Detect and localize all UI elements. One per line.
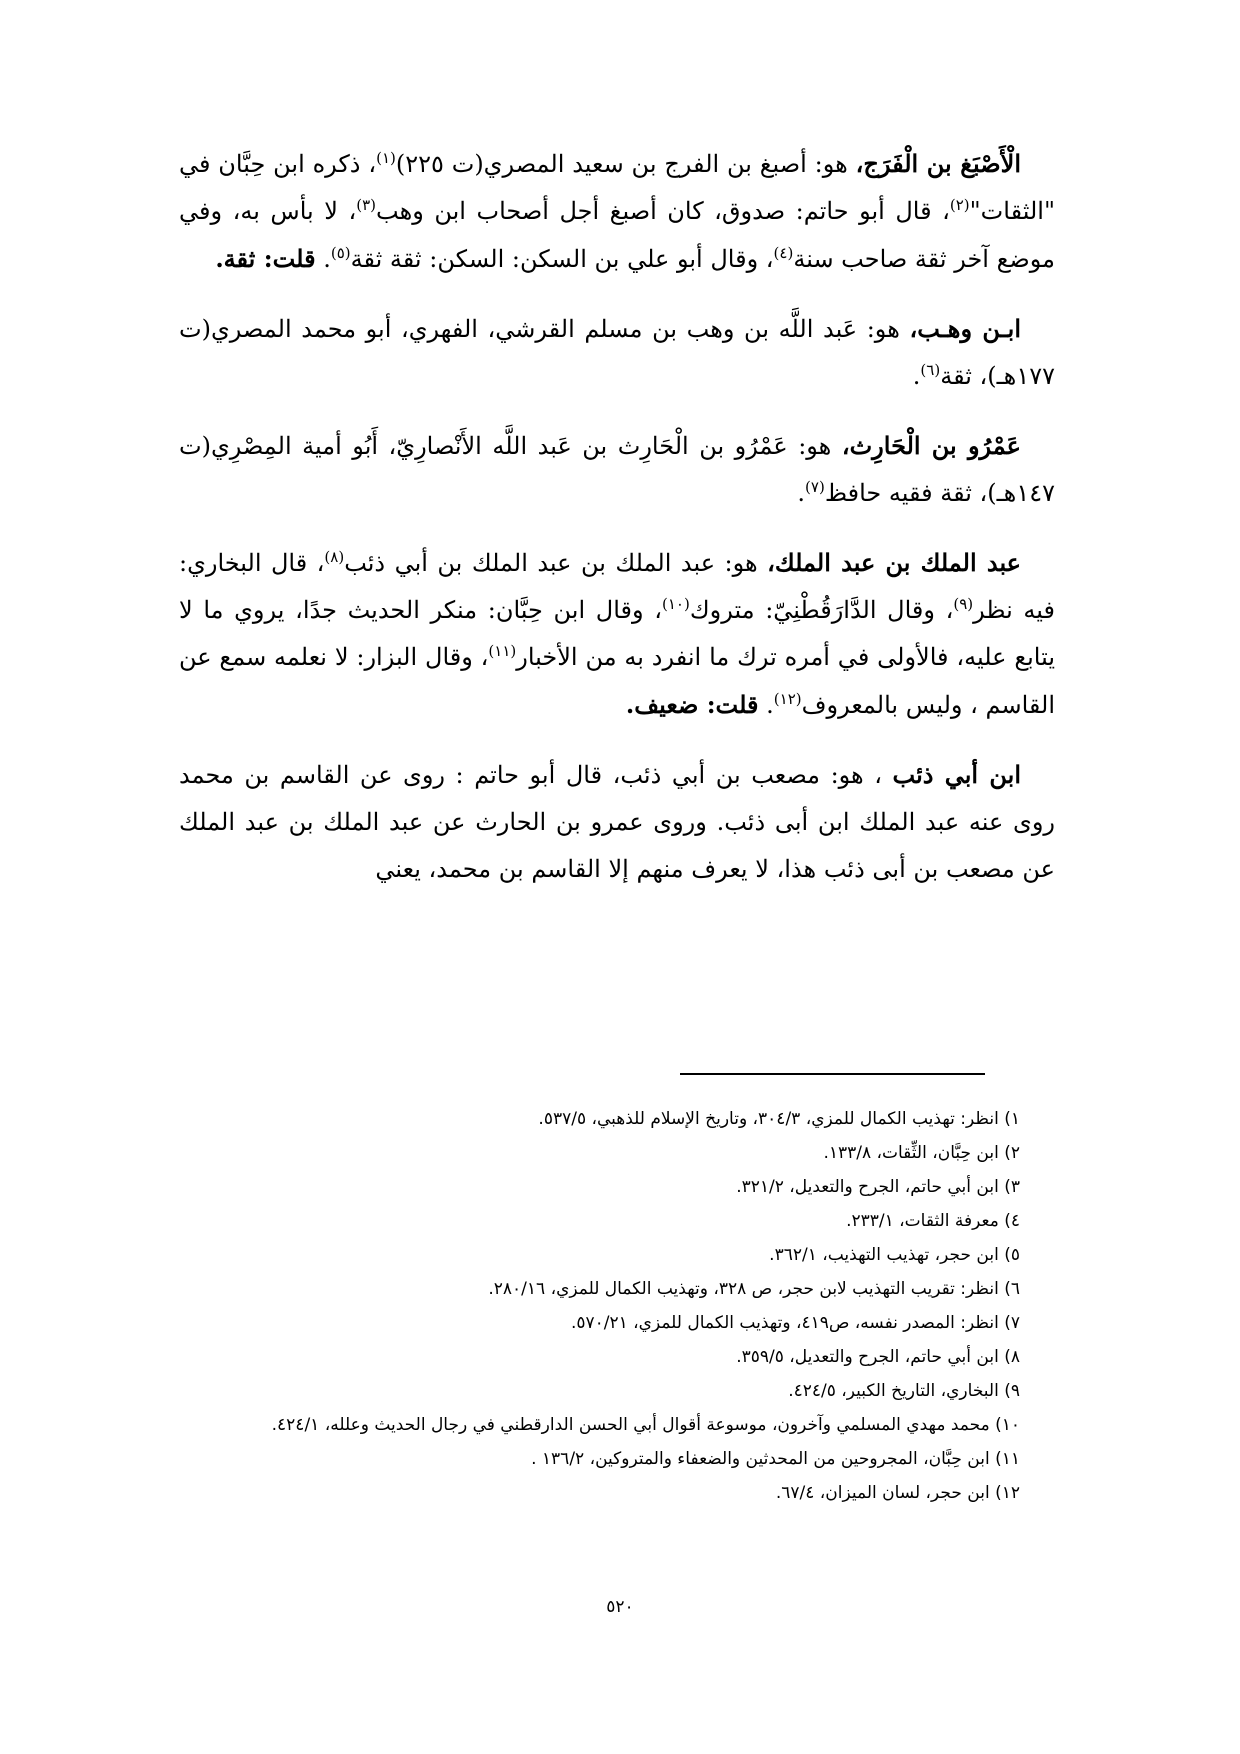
footnote-item: ١) انظر: تهذيب الكمال للمزي، ٣٠٤/٣، وتاريخ الإسلام للذهبي، ٥٣٧/٥.	[538, 1109, 1020, 1129]
biography-paragraph	[179, 539, 1055, 729]
footnote-ref[interactable]: (١٠)	[662, 595, 690, 613]
narrator-name: ابـن وهـب،	[909, 314, 1022, 343]
footnote-item: ١١) ابن حِبَّان، المجروحين من المحدثين والضعفاء والمتروكين، ١٣٦/٢ .	[531, 1449, 1020, 1469]
footnote-item: ٤) معرفة الثقات، ٢٣٣/١.	[846, 1211, 1020, 1231]
paragraph-text: ، ذكره ابن حِبَّان في "الثقات"	[179, 150, 1055, 225]
footnote-item: ٩) البخاري، التاريخ الكبير، ٤٢٤/٥.	[788, 1381, 1020, 1401]
paragraph-text: ، قال البخاري: فيه نظر	[179, 549, 1055, 624]
narrator-name: عَمْرُو بن الْحَارِث،	[841, 431, 1021, 460]
paragraph-text: ، وقال ابن حِبَّان: منكر الحديث جدًا، يروي ما لا يتابع عليه، فالأولى في أمره ترك ما انفرد به من الأخبار	[179, 596, 1056, 671]
footnote-ref[interactable]: (٧)	[805, 478, 825, 496]
footnote-ref[interactable]: (٨)	[324, 548, 345, 566]
paragraph-text: هو: عَبد اللَّه بن وهب بن مسلم القرشي، الفهري، أبو محمد المصري(ت ١٧٧هـ)، ثقة	[179, 315, 1055, 390]
footnote-ref[interactable]: (٥)	[330, 244, 351, 262]
narrator-name: الْأَصْبَغ بن الْفَرَج،	[855, 149, 1022, 178]
narrator-name: عبد الملك بن عبد الملك،	[767, 548, 1022, 577]
paragraph-text: ، لا بأس به، وفي موضع آخر ثقة صاحب سنة	[179, 197, 1055, 273]
main-text	[179, 140, 1055, 893]
footnote-item: ٦) انظر: تقريب التهذيب لابن حجر، ص ٣٢٨، وتهذيب الكمال للمزي، ٢٨٠/١٦.	[488, 1279, 1020, 1299]
footnote-ref[interactable]: (٤)	[773, 244, 794, 262]
footnote-ref[interactable]: (٦)	[920, 361, 941, 379]
paragraph-text: ، قال أبو حاتم: صدوق، كان أصبغ أجل أصحاب ابن وهب	[376, 197, 950, 225]
footnote-ref[interactable]: (١٢)	[773, 690, 802, 708]
narrator-name: ابن أبي ذئب	[892, 760, 1021, 789]
paragraph-text: هو: أصبغ بن الفرج بن سعيد المصري(ت ٢٢٥)	[395, 150, 856, 178]
paragraph-text: ، وقال الدَّارَقُطْنِيّ: متروك	[689, 596, 954, 624]
footnote-item: ٣) ابن أبي حاتم، الجرح والتعديل، ٣٢١/٢.	[736, 1177, 1020, 1197]
paragraph-text: .	[912, 362, 921, 390]
footnote-item: ١٢) ابن حجر، لسان الميزان، ٦٧/٤.	[775, 1483, 1020, 1503]
footnote-separator	[680, 1073, 985, 1075]
biography-paragraph	[179, 751, 1055, 893]
paragraph-text: .	[797, 479, 806, 507]
paragraph-text: هو: عبد الملك بن عبد الملك بن أبي ذئب	[344, 549, 768, 577]
paragraph-text: ، هو: مصعب بن أبي ذئب، قال أبو حاتم : روى عن القاسم بن محمد روى عنه عبد الملك ابن أبى ذئب. وروى عمرو بن الحارث عن عبد الملك بن عبد الملك عن مصعب بن أبى ذئب هذا، لا يعرف منهم إلا القاسم بن محمد، يعني	[179, 761, 1055, 883]
verdict-label: قلت:	[263, 244, 316, 273]
page-number: ٥٢٠	[606, 1597, 634, 1617]
biography-paragraph	[179, 140, 1055, 283]
biography-paragraph	[179, 305, 1055, 400]
footnote-item: ٨) ابن أبي حاتم، الجرح والتعديل، ٣٥٩/٥.	[736, 1347, 1020, 1367]
paragraph-text: هو: عَمْرُو بن الْحَارِث بن عَبد اللَّه الأَنْصارِيّ، أَبُو أمية المِصْرِي(ت ١٤٧هـ)، ثقة فقيه حافظ	[179, 432, 1055, 507]
paragraph-text: .	[758, 691, 774, 719]
footnote-item: ٢) ابن حِبَّان، الثِّقات، ١٣٣/٨.	[823, 1143, 1020, 1163]
verdict: ضعيف.	[625, 690, 707, 719]
footnote-item: ٧) انظر: المصدر نفسه، ص٤١٩، وتهذيب الكمال للمزي، ٥٧٠/٢١.	[570, 1313, 1020, 1333]
footnote-ref[interactable]: (١١)	[488, 642, 517, 660]
paragraph-text: ، وقال أبو علي بن السكن: السكن: ثقة ثقة	[350, 245, 774, 273]
footnotes-list	[160, 1102, 1020, 1510]
footnote-ref[interactable]: (٣)	[356, 196, 376, 214]
verdict-label: قلت:	[706, 690, 759, 719]
footnote-item: ١٠) محمد مهدي المسلمي وآخرون، موسوعة أقوال أبي الحسن الدارقطني في رجال الحديث وعلله، ٤٢٤/١.	[271, 1415, 1020, 1435]
footnote-item: ٥) ابن حجر، تهذيب التهذيب، ٣٦٢/١.	[769, 1245, 1020, 1265]
paragraph-text: .	[315, 245, 331, 273]
paragraph-text: ، وقال البزار: لا نعلمه سمع عن القاسم ، وليس بالمعروف	[179, 643, 1055, 719]
footnote-ref[interactable]: (٢)	[949, 196, 970, 214]
biography-paragraph	[179, 422, 1055, 517]
footnote-ref[interactable]: (٩)	[953, 595, 974, 613]
footnote-ref[interactable]: (١)	[376, 149, 396, 167]
verdict: ثقة.	[215, 244, 264, 273]
